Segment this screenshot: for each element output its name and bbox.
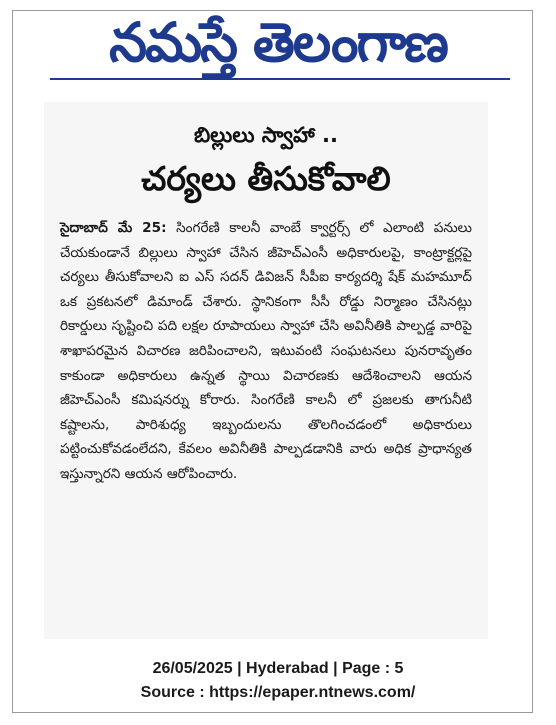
article-body [56,216,476,487]
article-dateline: సైదాబాద్ మే 25: [60,220,167,236]
article-body-text: సింగరేణి కాలనీ వాంబే క్వార్టర్స్ లో ఎలాంటి పనులు చేయకుండానే బిల్లులు స్వాహా చేసిన జీహెచ్ఎంసీ అధికారులపై, కాంట్రాక్టర్లపై చర్యలు తీసుకోవాలని ఐ ఎస్ సదన్ డివిజన్ సీపీఐ కార్యదర్శి షేక్ మహమూద్ ఒక ప్రకటనలో డిమాండ్ చేశారు. స్థానికంగా సీసీ రోడ్డు నిర్మాణం చేసినట్లు రికార్డులు సృష్టించి పది లక్షల రూపాయలు స్వాహా చేసి అవినీతికి పాల్పడ్డ వారిపై శాఖాపరమైన విచారణ జరిపించాలని, ఇటువంటి సంఘటనలు పునరావృతం కాకుండా అధికారులు ఉన్నత స్థాయి విచారణకు ఆదేశించాలని ఆయన జీహెచ్ఎంసీ కమిషనర్ను కోరారు. సింగరేణి కాలనీ లో ప్రజలకు తాగునీటి కష్టాలను, పారిశుధ్య ఇబ్బందులను తొలగించడంలో అధికారులు పట్టించుకోవడంలేదని, కేవలం అవినీతికి పాల్పడడానికి వారు అధిక ప్రాధాన్యత ఇస్తున్నారని ఆయన ఆరోపించారు. [60,220,472,482]
masthead-divider [50,78,510,80]
article-kicker: బిల్లులు స్వాహా .. [193,123,339,147]
article-headline: చర్యలు తీసుకోవాలి [141,159,391,198]
newspaper-masthead: నమస్తే తెలంగాణ [109,11,447,74]
edition-info: 26/05/2025 | Hyderabad | Page : 5 [152,660,404,677]
article-clipping [44,102,488,639]
source-line: Source : https://epaper.ntnews.com/ [140,684,416,701]
